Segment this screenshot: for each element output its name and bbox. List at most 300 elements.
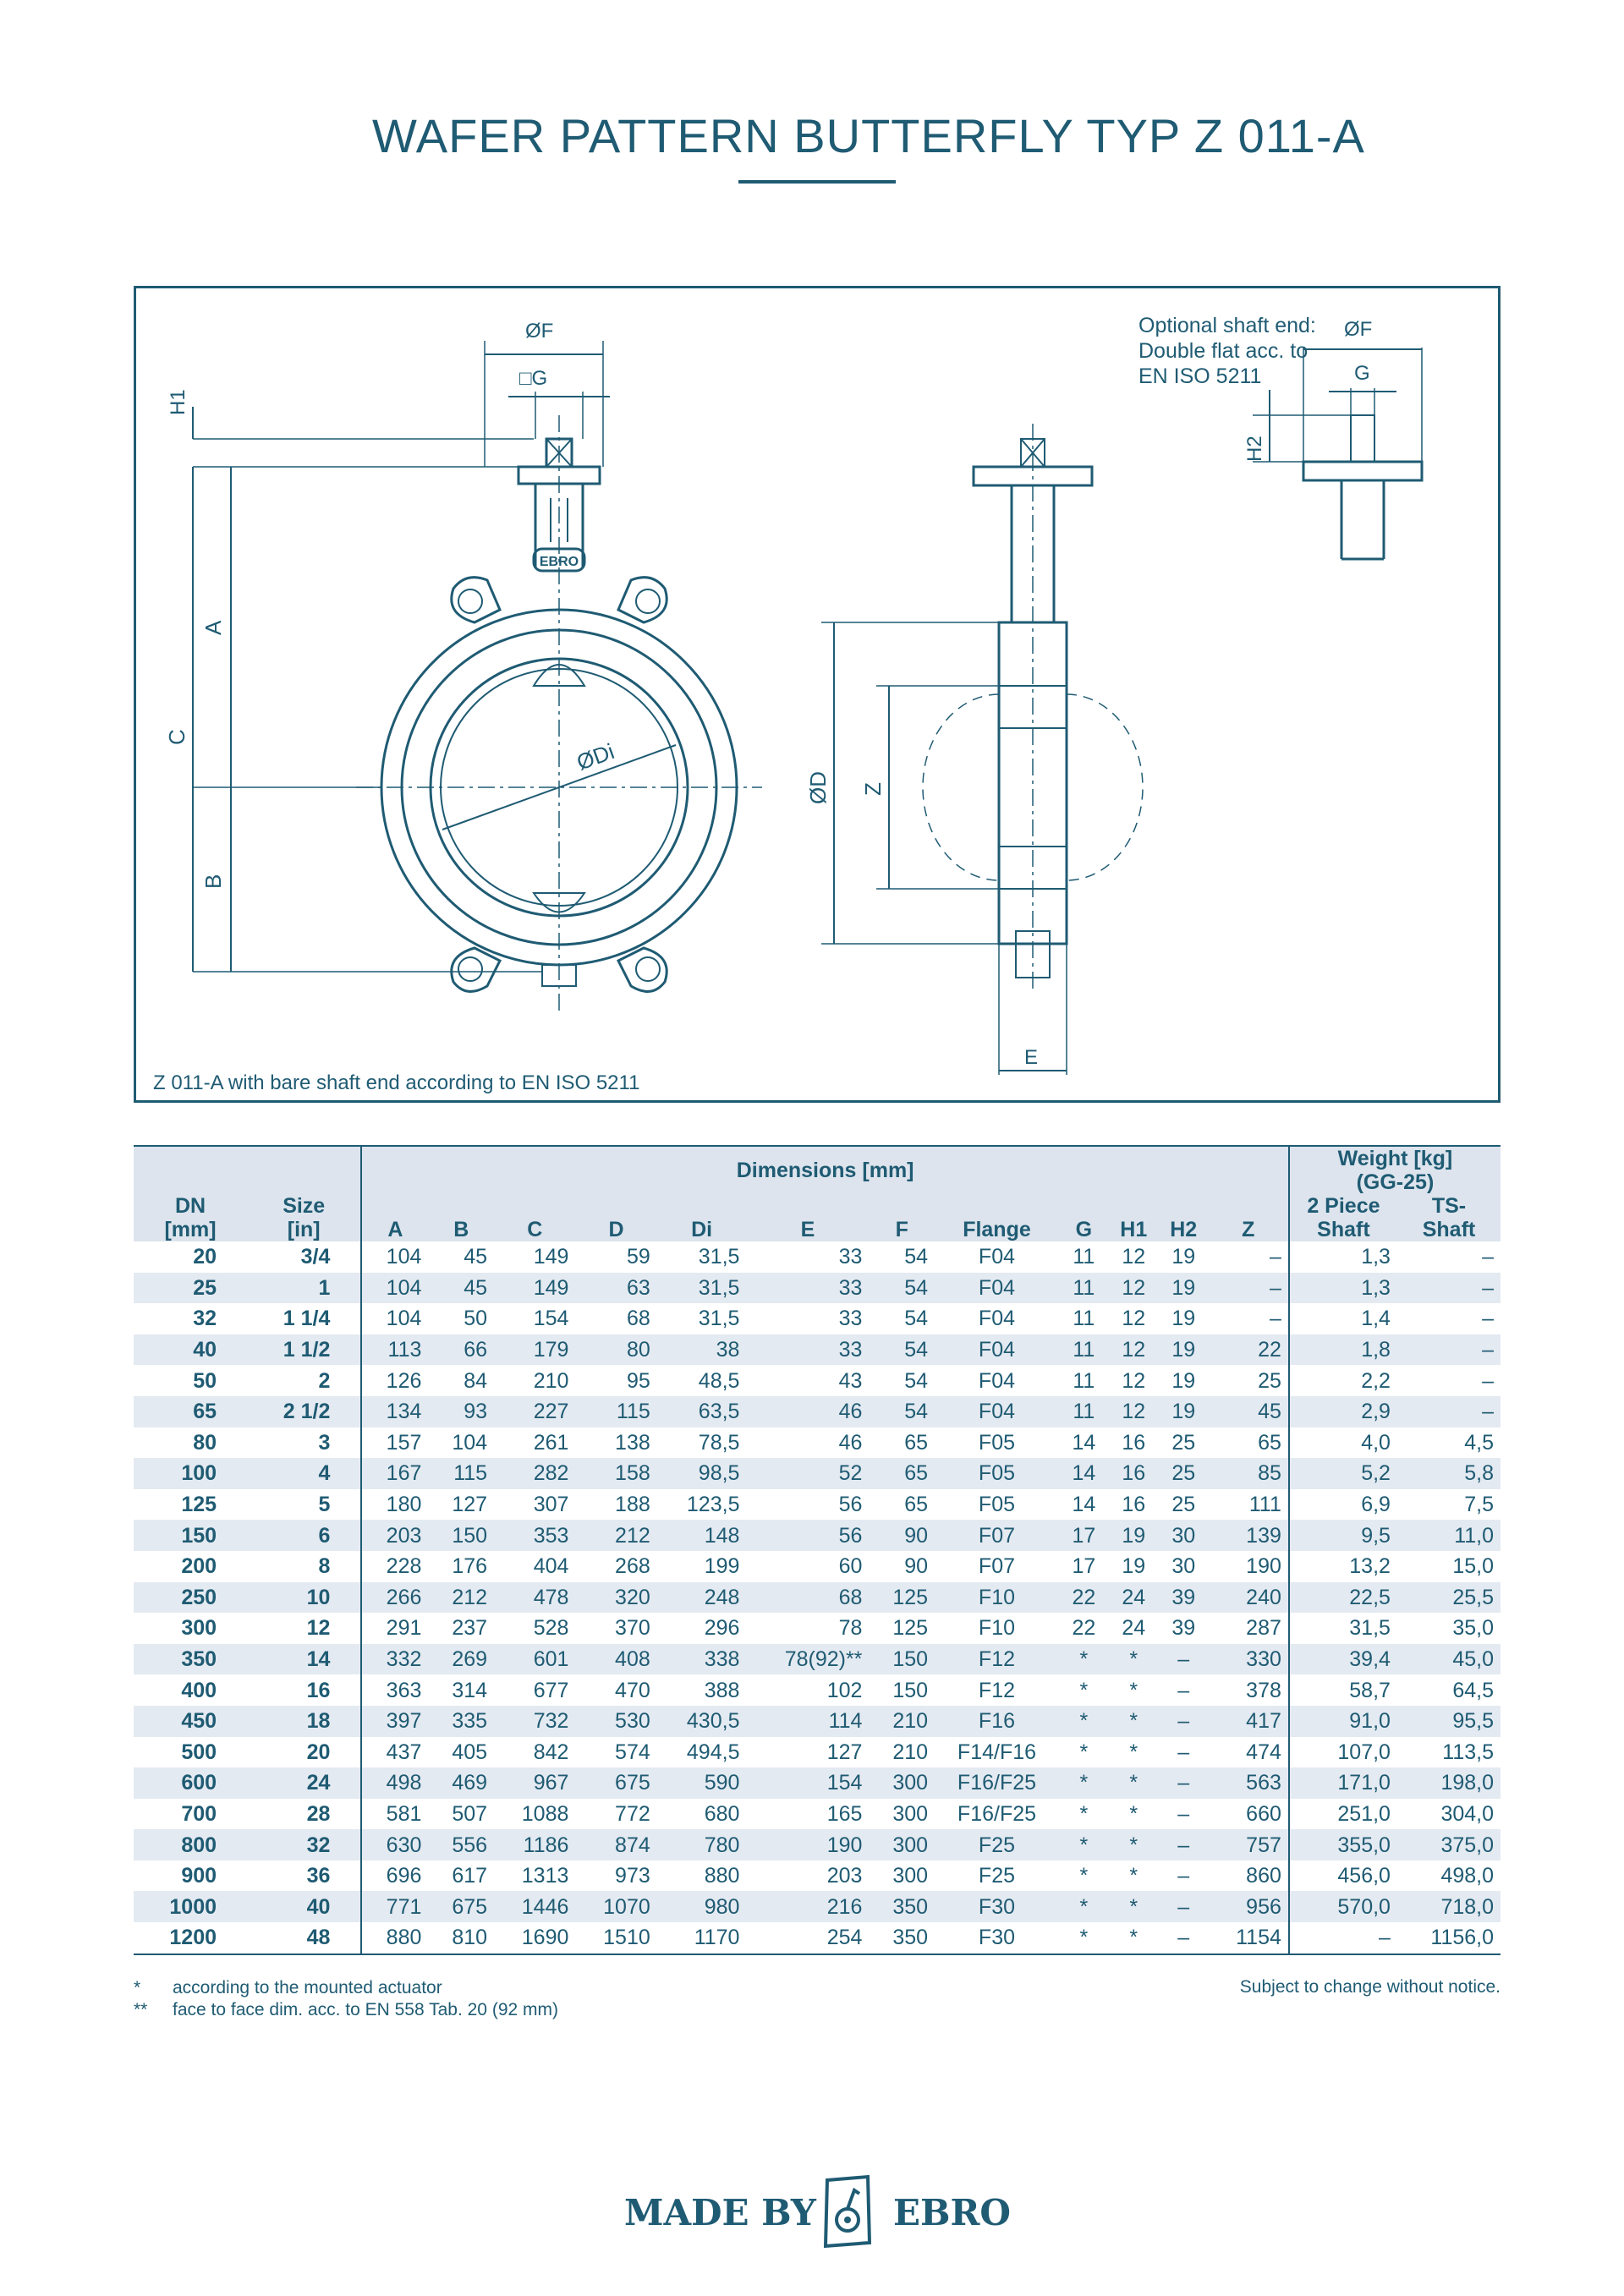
table-cell: 188	[615, 1493, 650, 1517]
table-cell: 125	[181, 1493, 217, 1517]
table-cell: 266	[361, 1582, 428, 1614]
table-cell: 113	[361, 1334, 428, 1366]
table-cell: –	[1177, 1740, 1190, 1764]
table-cell: 32	[247, 1829, 361, 1860]
table-cell: 1070	[575, 1891, 656, 1922]
table-cell: 58,7	[1349, 1678, 1391, 1702]
table-cell: 19	[1171, 1307, 1196, 1331]
table-cell: 39,4	[1289, 1644, 1397, 1675]
table-cell: F16	[935, 1706, 1059, 1737]
table-cell: 12	[1122, 1368, 1146, 1393]
detail-neck	[1341, 480, 1384, 559]
table-cell: 498	[361, 1767, 428, 1799]
table-cell: F25	[978, 1864, 1016, 1888]
table-cell: 17	[1072, 1554, 1096, 1579]
table-cell: 300	[869, 1767, 935, 1799]
table-cell: 1154	[1209, 1922, 1289, 1954]
table-cell: 50	[464, 1307, 488, 1331]
table-cell: 167	[361, 1458, 428, 1489]
table-cell: 237	[452, 1616, 488, 1641]
dim-label-a: A	[200, 620, 226, 635]
table-cell: 6	[247, 1520, 361, 1551]
table-cell: 115	[575, 1396, 656, 1427]
note-line: Optional shaft end:	[1138, 314, 1316, 337]
table-cell: *	[1079, 1678, 1089, 1702]
front-view	[164, 320, 762, 1016]
table-cell: 65	[904, 1493, 929, 1517]
table-cell: 757	[1209, 1829, 1289, 1860]
table-cell: 370	[615, 1616, 650, 1641]
table-cell: F04	[978, 1245, 1016, 1269]
table-cell: 956	[1209, 1891, 1289, 1922]
table-cell: 98,5	[657, 1458, 747, 1489]
table-cell: 12	[1122, 1307, 1146, 1331]
table-cell: 1 1/4	[247, 1303, 361, 1334]
table-cell: 7,5	[1464, 1493, 1494, 1517]
table-cell: F04	[935, 1334, 1059, 1366]
table-cell: 36	[247, 1860, 361, 1892]
table-cell: 250	[134, 1582, 247, 1614]
table-cell: 530	[575, 1706, 656, 1737]
page-title: WAFER PATTERN BUTTERFLY TYP Z 011-A	[372, 109, 1365, 162]
table-cell: 54	[869, 1334, 935, 1366]
table-cell: 300	[892, 1801, 929, 1826]
table-cell: 304,0	[1440, 1801, 1494, 1826]
badge-label: EBRO	[539, 555, 579, 569]
table-cell: 84	[464, 1368, 488, 1393]
table-cell: F16/F25	[957, 1801, 1037, 1826]
dim-label-f: ØF	[525, 320, 554, 342]
table-cell: –	[1177, 1678, 1190, 1702]
table-cell: 104	[386, 1307, 422, 1331]
table-cell: 1200	[169, 1926, 217, 1950]
table-cell: *	[1129, 1678, 1138, 1702]
table-cell: 25,5	[1397, 1582, 1501, 1614]
table-cell: 378	[1209, 1674, 1289, 1706]
table-cell: *	[1129, 1740, 1138, 1764]
table-cell: 19	[1159, 1396, 1209, 1427]
table-cell: 353	[494, 1520, 575, 1551]
table-cell: 16	[1122, 1430, 1146, 1455]
table-cell: 25	[1209, 1365, 1289, 1396]
table-cell: 39	[1171, 1616, 1196, 1641]
table-cell: F12	[935, 1644, 1059, 1675]
table-cell: 65	[134, 1396, 247, 1427]
table-cell: 1,4	[1361, 1307, 1391, 1331]
table-cell: 19	[1122, 1554, 1146, 1579]
table-cell: 1446	[494, 1891, 575, 1922]
table-cell: 860	[1209, 1860, 1289, 1892]
table-cell: 268	[615, 1554, 650, 1579]
table-cell: 19	[1171, 1368, 1196, 1393]
table-cell: 104	[386, 1245, 422, 1269]
table-cell: 95	[626, 1368, 650, 1393]
table-cell: 25	[134, 1273, 247, 1304]
table-cell: 18	[247, 1706, 361, 1737]
table-cell: 967	[494, 1767, 575, 1799]
table-cell: 15,0	[1452, 1554, 1494, 1579]
table-cell: 45	[464, 1245, 488, 1269]
col-header-ts: TS- Shaft	[1397, 1194, 1501, 1241]
table-cell: 261	[533, 1430, 569, 1455]
table-cell: 40	[134, 1334, 247, 1366]
table-cell: –	[1209, 1273, 1289, 1304]
table-cell: 30	[1171, 1554, 1196, 1579]
table-cell: 33	[746, 1334, 869, 1366]
table-cell: 54	[904, 1368, 929, 1393]
table-cell: –	[1159, 1644, 1209, 1675]
table-cell: –	[1177, 1926, 1190, 1950]
table-cell: –	[1482, 1245, 1494, 1269]
table-row	[134, 1644, 1501, 1675]
table-row	[134, 1706, 1501, 1737]
col-header-two-piece: 2 Piece Shaft	[1289, 1194, 1397, 1241]
table-cell: 33	[746, 1273, 869, 1304]
table-cell: 16	[1109, 1458, 1159, 1489]
ebro-brand-text: EBRO	[893, 2192, 1012, 2233]
table-cell: F25	[935, 1829, 1059, 1860]
table-body	[134, 1241, 1501, 1954]
table-cell: 12	[1122, 1245, 1146, 1269]
table-cell: 240	[1209, 1582, 1289, 1614]
table-cell: 350	[892, 1926, 929, 1950]
table-cell: 507	[452, 1801, 488, 1826]
table-cell: 24	[1109, 1582, 1159, 1614]
table-cell: 1 1/2	[247, 1334, 361, 1366]
table-cell: 190	[1209, 1551, 1289, 1582]
title-underline	[738, 180, 896, 184]
table-row	[134, 1922, 1501, 1954]
table-cell: F16/F25	[935, 1767, 1059, 1799]
table-cell: F12	[978, 1678, 1016, 1702]
table-cell: 11	[1073, 1307, 1095, 1331]
table-cell: 50	[193, 1368, 217, 1393]
table-cell: 78	[838, 1616, 863, 1641]
table-cell: 56	[838, 1493, 863, 1517]
table-row	[134, 1489, 1501, 1521]
table-cell: 78(92)**	[746, 1644, 869, 1675]
table-cell: 675	[575, 1767, 656, 1799]
table-cell: 91,0	[1289, 1706, 1397, 1737]
table-cell: 54	[869, 1273, 935, 1304]
table-cell: F30	[978, 1926, 1016, 1950]
table-cell: 660	[1209, 1799, 1289, 1830]
valve-drawing-svg	[136, 288, 1503, 1105]
col-header: H2	[1159, 1194, 1209, 1241]
col-header: G	[1059, 1194, 1109, 1241]
table-cell: 127	[452, 1493, 488, 1517]
table-row	[134, 1891, 1501, 1922]
table-cell: 68	[746, 1582, 869, 1614]
table-cell: 6,9	[1361, 1493, 1391, 1517]
table-cell: 203	[826, 1864, 863, 1888]
table-cell: 1,3	[1289, 1273, 1397, 1304]
table-cell: 300	[181, 1616, 217, 1641]
table-row	[134, 1582, 1501, 1614]
table-cell: 95,5	[1397, 1706, 1501, 1737]
table-cell: 4,5	[1464, 1430, 1494, 1455]
table-cell: 24	[247, 1767, 361, 1799]
table-cell: 282	[494, 1458, 575, 1489]
table-cell: –	[1397, 1334, 1501, 1366]
table-cell: 1	[247, 1273, 361, 1304]
table-cell: 880	[704, 1864, 740, 1888]
table-cell: 771	[361, 1891, 428, 1922]
subject-to-change-note: Subject to change without notice.	[1239, 1977, 1501, 1997]
table-cell: –	[1209, 1241, 1289, 1273]
table-cell: 113,5	[1442, 1740, 1494, 1764]
table-cell: 54	[904, 1307, 929, 1331]
optional-shaft-note	[1138, 313, 1316, 389]
table-cell: 165	[826, 1801, 863, 1826]
table-cell: 107,0	[1337, 1740, 1391, 1764]
table-cell: 680	[704, 1801, 740, 1826]
table-cell: 287	[1209, 1613, 1289, 1644]
table-cell: 355,0	[1289, 1829, 1397, 1860]
table-cell: 456,0	[1337, 1864, 1391, 1888]
table-cell: 22,5	[1289, 1582, 1397, 1614]
table-cell: 139	[1209, 1520, 1289, 1551]
table-cell: 127	[826, 1740, 863, 1764]
table-cell: *	[1079, 1864, 1089, 1888]
table-cell: 16	[1122, 1493, 1146, 1517]
table-cell: 28	[247, 1799, 361, 1830]
table-cell: 20	[247, 1737, 361, 1768]
table-cell: F07	[978, 1554, 1016, 1579]
table-cell: –	[1177, 1864, 1190, 1888]
table-cell: *	[1059, 1706, 1109, 1737]
table-cell: 11	[1059, 1396, 1109, 1427]
table-cell: 248	[657, 1582, 747, 1614]
table-cell: 25	[1171, 1493, 1196, 1517]
table-cell: F10	[978, 1616, 1016, 1641]
dim-label-h1: H1	[167, 389, 189, 415]
table-cell: 80	[193, 1430, 217, 1455]
table-row	[134, 1551, 1501, 1582]
table-cell: 43	[838, 1368, 863, 1393]
table-cell: *	[1059, 1644, 1109, 1675]
table-cell: 1170	[694, 1926, 740, 1950]
table-cell: 1,8	[1289, 1334, 1397, 1366]
table-cell: 212	[575, 1520, 656, 1551]
table-cell: 375,0	[1397, 1829, 1501, 1860]
dim-label-di: ØDi	[573, 738, 618, 775]
table-cell: 80	[575, 1334, 656, 1366]
table-cell: 33	[838, 1307, 863, 1331]
table-cell: 154	[746, 1767, 869, 1799]
table-cell: *	[1079, 1801, 1089, 1826]
dim-label-z: Z	[860, 782, 886, 796]
table-cell: 810	[452, 1926, 488, 1950]
table-cell: 330	[1209, 1644, 1289, 1675]
table-cell: 397	[361, 1706, 428, 1737]
detail-label-g: G	[1354, 362, 1370, 385]
table-cell: 500	[181, 1740, 217, 1764]
table-cell: 251,0	[1337, 1801, 1391, 1826]
table-cell: *	[1129, 1801, 1138, 1826]
table-cell: 19	[1109, 1520, 1159, 1551]
table-cell: 150	[892, 1678, 929, 1702]
table-cell: 25	[1171, 1430, 1196, 1455]
table-cell: 474	[1209, 1737, 1289, 1768]
col-header: A	[361, 1194, 428, 1241]
table-cell: 980	[657, 1891, 747, 1922]
table-cell: 100	[134, 1458, 247, 1489]
table-cell: 1156,0	[1430, 1926, 1494, 1950]
dim-label-g: □G	[519, 367, 548, 390]
table-cell: 20	[193, 1245, 217, 1269]
table-cell: 5,8	[1397, 1458, 1501, 1489]
table-cell: 269	[428, 1644, 494, 1675]
table-cell: *	[1129, 1926, 1138, 1950]
table-cell: 31,5	[657, 1273, 747, 1304]
table-cell: 54	[869, 1396, 935, 1427]
table-cell: 296	[704, 1616, 740, 1641]
table-cell: 772	[615, 1801, 650, 1826]
table-cell: 30	[1159, 1520, 1209, 1551]
table-cell: 12	[1109, 1334, 1159, 1366]
weight-group-header: Weight [kg] (GG-25)	[1289, 1146, 1501, 1194]
table-cell: 52	[746, 1458, 869, 1489]
table-row	[134, 1365, 1501, 1396]
table-cell: *	[1059, 1829, 1109, 1860]
table-cell: 880	[386, 1926, 422, 1950]
table-row	[134, 1241, 1501, 1273]
table-cell: 24	[1122, 1616, 1146, 1641]
table-cell: 179	[494, 1334, 575, 1366]
table-cell: 3/4	[247, 1241, 361, 1273]
table-cell: 590	[657, 1767, 747, 1799]
table-cell: 696	[386, 1864, 422, 1888]
table-cell: 1,3	[1361, 1245, 1391, 1269]
table-cell: 874	[575, 1829, 656, 1860]
table-row	[134, 1613, 1501, 1644]
table-row	[134, 1396, 1501, 1427]
table-cell: 35,0	[1452, 1616, 1494, 1641]
table-row	[134, 1458, 1501, 1489]
table-cell: F04	[935, 1396, 1059, 1427]
table-cell: 3	[247, 1427, 361, 1459]
table-cell: 190	[746, 1829, 869, 1860]
table-cell: 400	[181, 1678, 217, 1702]
table-cell: 14	[1059, 1458, 1109, 1489]
table-cell: 150	[869, 1644, 935, 1675]
table-cell: 60	[838, 1554, 863, 1579]
table-cell: –	[1177, 1801, 1190, 1826]
table-cell: 570,0	[1289, 1891, 1397, 1922]
table-cell: *	[1059, 1891, 1109, 1922]
table-row	[134, 1427, 1501, 1459]
table-cell: 63,5	[657, 1396, 747, 1427]
table-cell: 31,5	[1349, 1616, 1391, 1641]
table-cell: 65	[1209, 1427, 1289, 1459]
table-cell: 973	[615, 1864, 650, 1888]
table-cell: 93	[428, 1396, 494, 1427]
table-cell: 11	[1073, 1368, 1095, 1393]
dim-label-b: B	[200, 874, 226, 889]
table-cell: 54	[904, 1245, 929, 1269]
table-cell: *	[1109, 1644, 1159, 1675]
table-cell: 4	[247, 1458, 361, 1489]
table-cell: 677	[533, 1678, 569, 1702]
table-cell: *	[1059, 1767, 1109, 1799]
table-cell: 842	[533, 1740, 569, 1764]
table-cell: 150	[134, 1520, 247, 1551]
table-cell: 228	[386, 1554, 422, 1579]
table-cell: 12	[247, 1613, 361, 1644]
table-cell: 2,9	[1289, 1396, 1397, 1427]
table-cell: –	[1379, 1926, 1391, 1950]
table-cell: 1313	[521, 1864, 569, 1888]
table-cell: 212	[428, 1582, 494, 1614]
table-cell: –	[1159, 1891, 1209, 1922]
table-cell: 65	[904, 1430, 929, 1455]
footnote: * according to the mounted actuator	[134, 1978, 442, 1997]
table-row	[134, 1520, 1501, 1551]
table-cell: 14	[1072, 1493, 1096, 1517]
table-cell: 171,0	[1289, 1767, 1397, 1799]
table-cell: 405	[452, 1740, 488, 1764]
table-cell: 1088	[521, 1801, 569, 1826]
table-cell: 900	[181, 1864, 217, 1888]
table-cell: –	[1482, 1368, 1494, 1393]
col-header: Z	[1209, 1194, 1289, 1241]
table-cell: 1690	[521, 1926, 569, 1950]
table-cell: F14/F16	[957, 1740, 1037, 1764]
table-cell: 11	[1059, 1273, 1109, 1304]
table-cell: 5	[247, 1489, 361, 1521]
col-size-header: Size [in]	[247, 1146, 361, 1241]
col-header: D	[575, 1194, 656, 1241]
table-cell: 5,2	[1289, 1458, 1397, 1489]
table-cell: 25	[1159, 1458, 1209, 1489]
table-cell: 115	[428, 1458, 494, 1489]
table-cell: –	[1159, 1706, 1209, 1737]
table-cell: 33	[838, 1245, 863, 1269]
table-row	[134, 1860, 1501, 1892]
table-cell: *	[1109, 1829, 1159, 1860]
table-cell: 417	[1209, 1706, 1289, 1737]
table-cell: 210	[533, 1368, 569, 1393]
table-cell: 210	[892, 1740, 929, 1764]
table-cell: 126	[386, 1368, 422, 1393]
table-cell: 332	[361, 1644, 428, 1675]
table-cell: 700	[181, 1801, 217, 1826]
table-cell: *	[1129, 1864, 1138, 1888]
table-cell: 11	[1073, 1245, 1095, 1269]
table-cell: –	[1397, 1273, 1501, 1304]
table-cell: 46	[838, 1430, 863, 1455]
col-dn-header: DN [mm]	[134, 1146, 247, 1241]
note-line: EN ISO 5211	[1138, 364, 1262, 388]
table-cell: 675	[428, 1891, 494, 1922]
table-cell: 320	[575, 1582, 656, 1614]
table-cell: 199	[704, 1554, 740, 1579]
table-cell: 125	[869, 1582, 935, 1614]
table-cell: 314	[452, 1678, 488, 1702]
table-cell: 114	[746, 1706, 869, 1737]
col-header: E	[746, 1194, 869, 1241]
table-cell: 90	[869, 1520, 935, 1551]
table-cell: 528	[533, 1616, 569, 1641]
table-cell: 388	[704, 1678, 740, 1702]
table-cell: 13,2	[1349, 1554, 1391, 1579]
col-header: H1	[1109, 1194, 1159, 1241]
table-cell: 291	[386, 1616, 422, 1641]
table-cell: 203	[361, 1520, 428, 1551]
table-cell: –	[1159, 1767, 1209, 1799]
table-cell: 22	[1072, 1616, 1096, 1641]
